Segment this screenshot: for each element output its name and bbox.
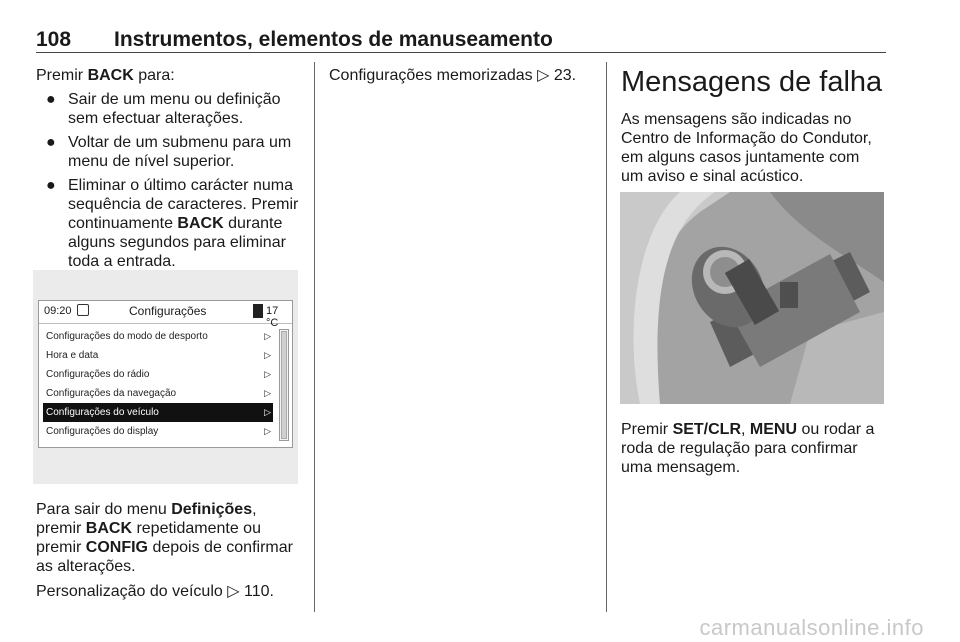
intro-text-end: para: [133, 67, 175, 84]
menu-key-label: MENU [749, 421, 798, 438]
exit-paragraph [36, 500, 300, 576]
exit-text: , premir [36, 501, 257, 537]
chevron-right-icon: ▷ [264, 331, 271, 341]
back-key-label: BACK [87, 67, 134, 84]
temperature-icon [253, 304, 263, 318]
menu-item-label: Configurações da navegação [46, 388, 177, 399]
menu-item-display[interactable] [43, 422, 273, 441]
menu-item-label: Hora e data [46, 350, 99, 361]
list-item [36, 133, 300, 171]
menu-item-navigation[interactable] [43, 384, 273, 403]
xref-paragraph [36, 582, 300, 601]
list-item [36, 176, 300, 271]
chevron-right-icon: ▷ [264, 350, 271, 360]
display-screen [38, 300, 293, 448]
settings-menu-list [43, 327, 273, 441]
menu-item-vehicle[interactable] [43, 403, 273, 422]
menu-item-label: Configurações do veículo [46, 407, 159, 418]
bullet-text: Eliminar o último carácter numa sequência de caracteres. Premir continuamente [68, 177, 299, 232]
confirm-text: Premir [621, 421, 673, 438]
xref-page[interactable]: 110. [244, 583, 274, 600]
menu-item-time-date[interactable] [43, 346, 273, 365]
xref-link-text[interactable]: Configurações memorizadas [329, 67, 533, 84]
confirm-paragraph [621, 420, 885, 477]
lever-illustration [620, 192, 884, 404]
menu-item-label: Configurações do modo de desporto [46, 331, 208, 342]
body-paragraph: As mensagens são indicadas no Centro de Informação do Condutor, em alguns casos juntamente com um aviso e sinal acústico. [621, 111, 872, 185]
section-heading: Mensagens de falha [621, 66, 883, 98]
steering-lever-photo [620, 192, 884, 404]
screen-time: 09:20 [44, 305, 72, 317]
confirm-text: , [741, 421, 750, 438]
menu-item-sport-mode[interactable] [43, 327, 273, 346]
back-key-label: BACK [177, 215, 224, 232]
bullet-text-end: durante alguns segundos para eliminar toda a entrada. [68, 215, 286, 270]
exit-text-end: depois de confirmar as alterações. [36, 539, 293, 575]
watermark: carmanualsonline.info [699, 615, 924, 640]
page-title: Instrumentos, elementos de manuseamento [114, 28, 553, 51]
page-number: 108 [36, 28, 72, 51]
chevron-right-icon: ▷ [264, 426, 271, 436]
column-1 [36, 66, 300, 271]
column-2 [329, 66, 599, 85]
list-item [36, 90, 300, 128]
intro-paragraph [36, 66, 300, 85]
screen-scrollbar[interactable] [279, 329, 289, 441]
xref-link-text[interactable]: Personalização do veículo [36, 583, 223, 600]
column-divider [314, 62, 315, 612]
bullet-text: Voltar de um submenu para um menu de nível superior. [68, 134, 292, 170]
xref-paragraph [329, 66, 599, 85]
screen-temperature: 17 °C [266, 305, 279, 329]
set-clr-key-label: SET/CLR [672, 421, 742, 438]
chevron-right-icon: ▷ [264, 369, 271, 379]
page-header [36, 28, 886, 52]
exit-text: Para sair do menu [36, 501, 172, 518]
xref-arrow-icon: ▷ [227, 583, 240, 600]
menu-item-label: Configurações do rádio [46, 369, 150, 380]
clock-icon [77, 304, 89, 316]
column-1-lower [36, 500, 300, 601]
settings-screen-figure [33, 270, 298, 484]
header-rule [36, 52, 886, 53]
screen-title: Configurações [129, 304, 207, 318]
bullet-dot-icon: ● [46, 134, 56, 151]
column-divider [606, 62, 607, 612]
intro-text: Premir [36, 67, 88, 84]
bullet-dot-icon: ● [46, 91, 56, 108]
xref-page[interactable]: 23. [553, 67, 577, 84]
menu-item-radio[interactable] [43, 365, 273, 384]
chevron-right-icon: ▷ [264, 388, 271, 398]
scrollbar-thumb[interactable] [281, 331, 287, 439]
screen-status-bar [39, 301, 292, 329]
bullet-text: Sair de um menu ou definição sem efectuar alterações. [68, 91, 281, 127]
chevron-right-icon: ▷ [264, 407, 271, 417]
definicoes-label: Definições [171, 501, 253, 518]
column-3 [621, 66, 885, 186]
exit-text: repetidamente ou premir [36, 520, 261, 556]
bullet-list [36, 90, 300, 271]
menu-item-label: Configurações do display [46, 426, 159, 437]
confirm-text-end: ou rodar a roda de regulação para confirmar uma mensagem. [621, 421, 875, 476]
bullet-dot-icon: ● [46, 177, 56, 194]
back-key-label: BACK [85, 520, 132, 537]
column-3-lower [621, 420, 885, 477]
config-key-label: CONFIG [85, 539, 148, 556]
xref-arrow-icon: ▷ [537, 67, 550, 84]
